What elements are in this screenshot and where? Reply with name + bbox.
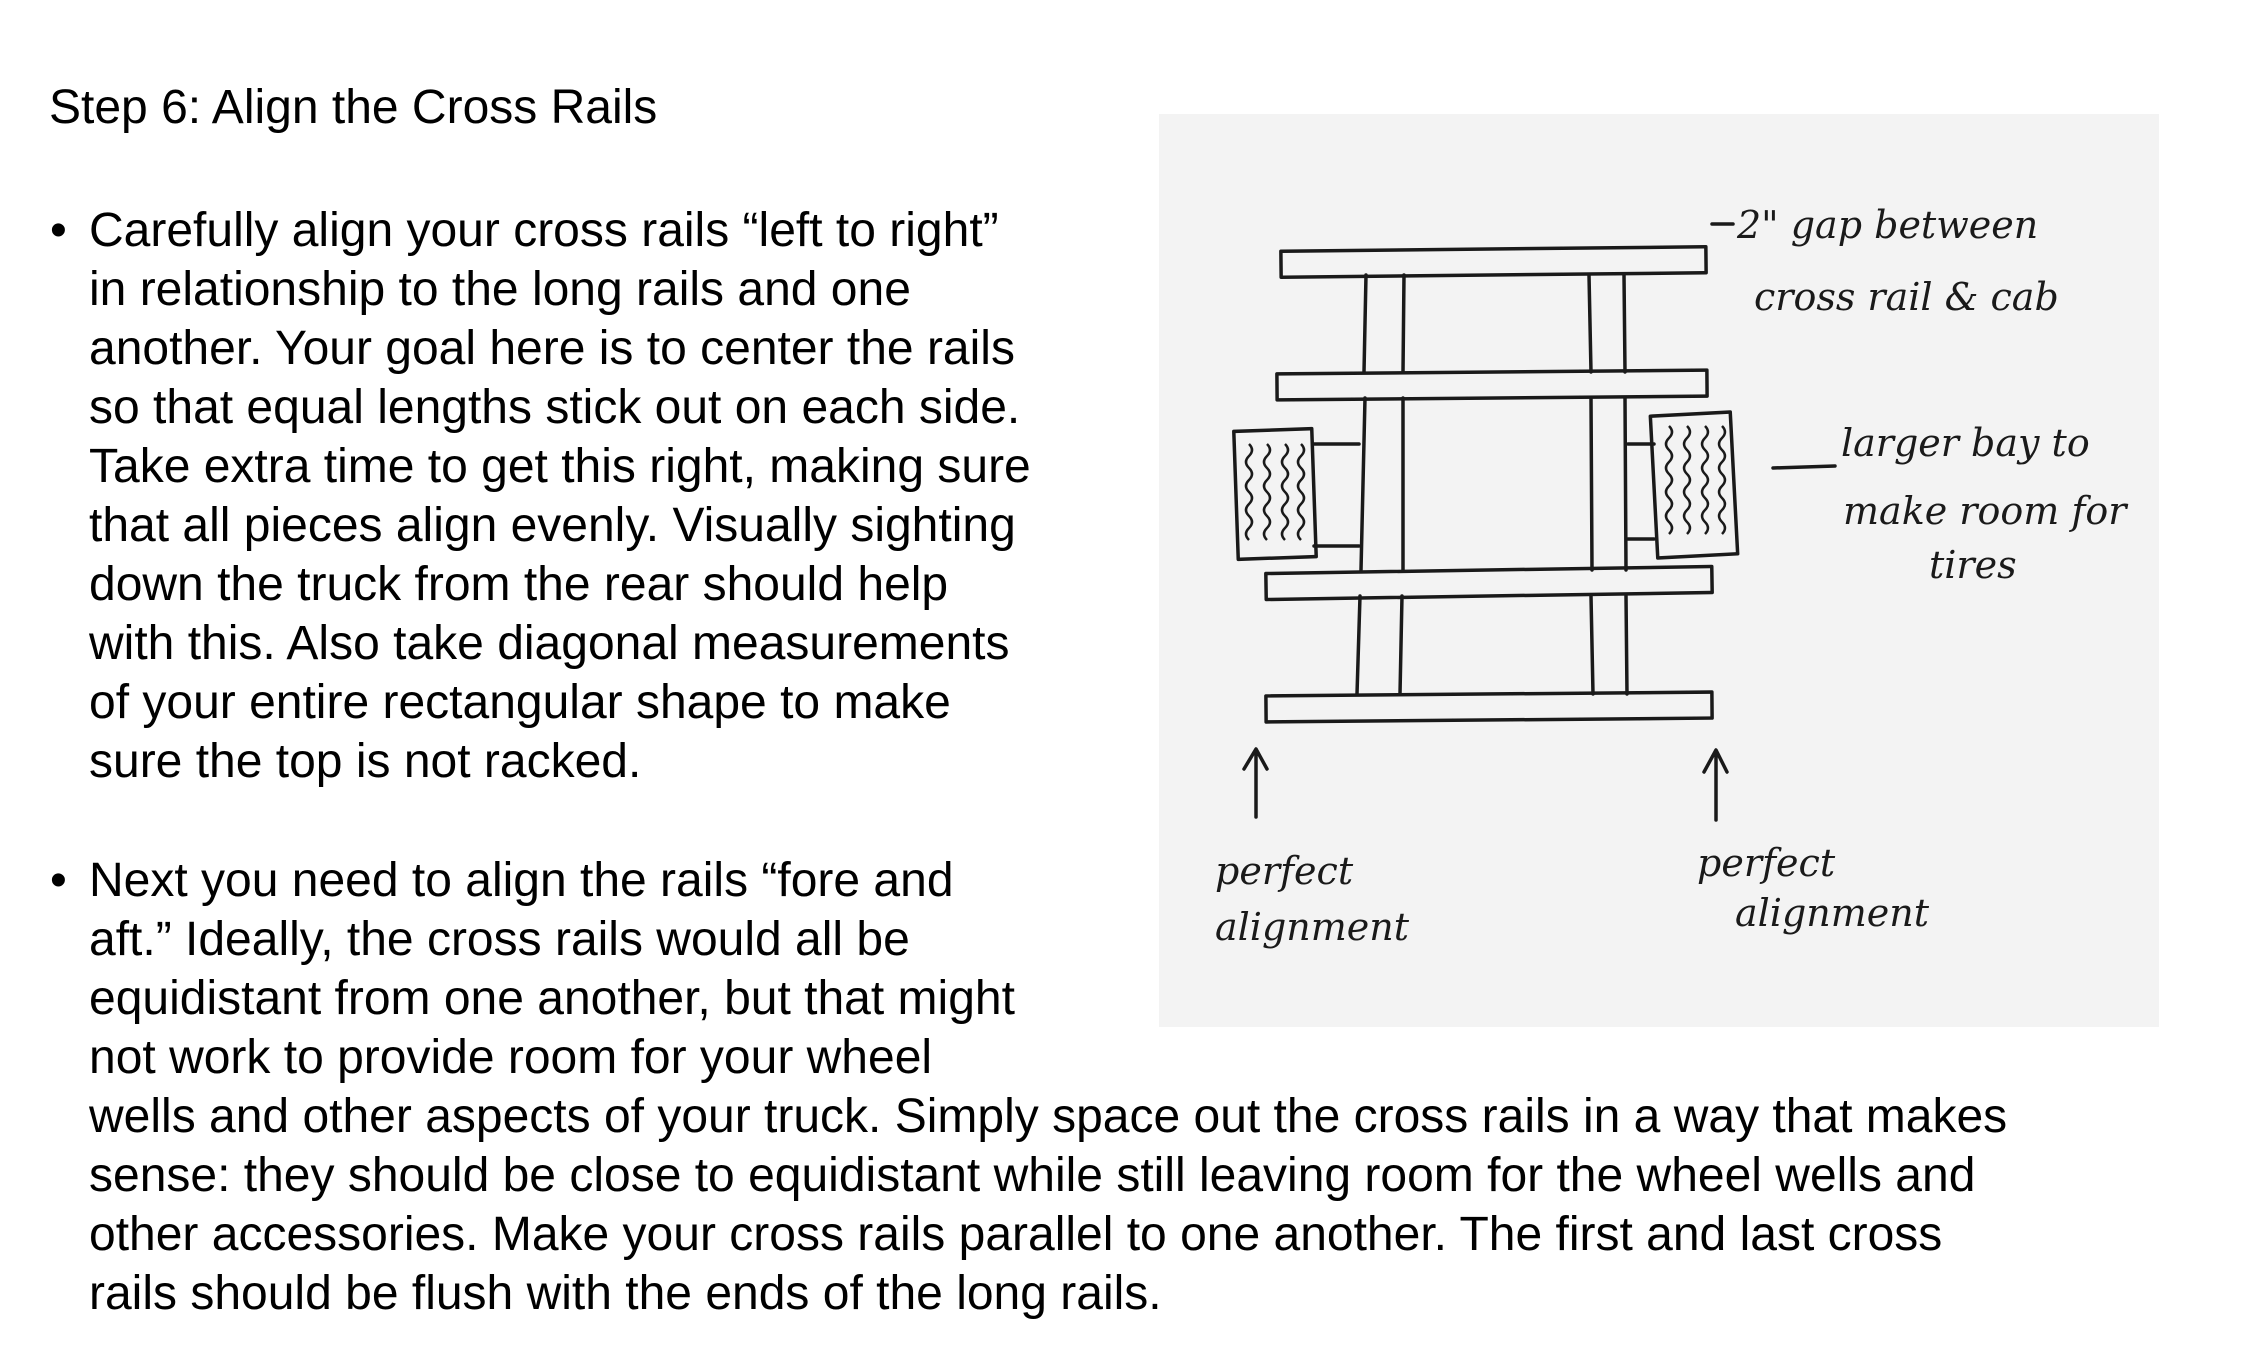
gap-note-line2: cross rail & cab	[1754, 275, 2059, 319]
bullet-line: sense: they should be close to equidistant while still leaving room for the wheel wells and	[89, 1149, 1976, 1202]
rack-sketch-image	[1159, 114, 2159, 1027]
bullet-marker: •	[50, 204, 67, 257]
bullet-line: Carefully align your cross rails “left to right”	[89, 204, 999, 257]
bullet-line: rails should be flush with the ends of the long rails.	[89, 1267, 1162, 1320]
bay-note-line1: larger bay to	[1841, 421, 2090, 465]
right-label-line1: perfect	[1697, 841, 1836, 885]
long-rail-right	[1589, 275, 1627, 694]
rack-sketch-drawing	[1159, 114, 2159, 1027]
bullet-line: that all pieces align evenly. Visually sighting	[89, 499, 1016, 552]
bullet-line: another. Your goal here is to center the rails	[89, 322, 1015, 375]
bullet-marker: •	[50, 854, 67, 907]
right-label-line2: alignment	[1735, 891, 1930, 935]
bullet-line: aft.” Ideally, the cross rails would all be	[89, 913, 910, 966]
bullet-line: in relationship to the long rails and one	[89, 263, 911, 316]
bullet-line: so that equal lengths stick out on each side.	[89, 381, 1021, 434]
arrow-right	[1704, 750, 1727, 820]
bullet-line: wells and other aspects of your truck. Simply space out the cross rails in a way that makes	[89, 1090, 2008, 1143]
bullet-line: Take extra time to get this right, making sure	[89, 440, 1031, 493]
bullet-line: other accessories. Make your cross rails parallel to one another. The first and last cross	[89, 1208, 1943, 1261]
cross-rail	[1266, 692, 1712, 722]
bullet-line: equidistant from one another, but that might	[89, 972, 1015, 1025]
cross-rail	[1266, 566, 1712, 599]
bullet-line: with this. Also take diagonal measurements	[89, 617, 1010, 670]
bullet-line: of your entire rectangular shape to make	[89, 676, 951, 729]
page-title: Step 6: Align the Cross Rails	[49, 81, 658, 134]
cross-rail	[1281, 247, 1706, 277]
bullet-line: sure the top is not racked.	[89, 735, 642, 788]
bullet-line: not work to provide room for your wheel	[89, 1031, 933, 1084]
long-rail-left	[1357, 275, 1404, 694]
bay-note-line2: make room for	[1843, 489, 2127, 533]
gap-note-line1: 2" gap between	[1737, 203, 2039, 247]
bay-note-line3: tires	[1929, 543, 2017, 587]
arrow-left	[1244, 749, 1267, 817]
bullet-item	[89, 201, 1031, 791]
cross-rail	[1277, 370, 1707, 400]
bay-leader	[1773, 466, 1835, 468]
left-label-line1: perfect	[1215, 849, 1354, 893]
left-label-line2: alignment	[1215, 905, 1410, 949]
bullet-line: down the truck from the rear should help	[89, 558, 949, 611]
bullet-line: Next you need to align the rails “fore and	[89, 854, 954, 907]
